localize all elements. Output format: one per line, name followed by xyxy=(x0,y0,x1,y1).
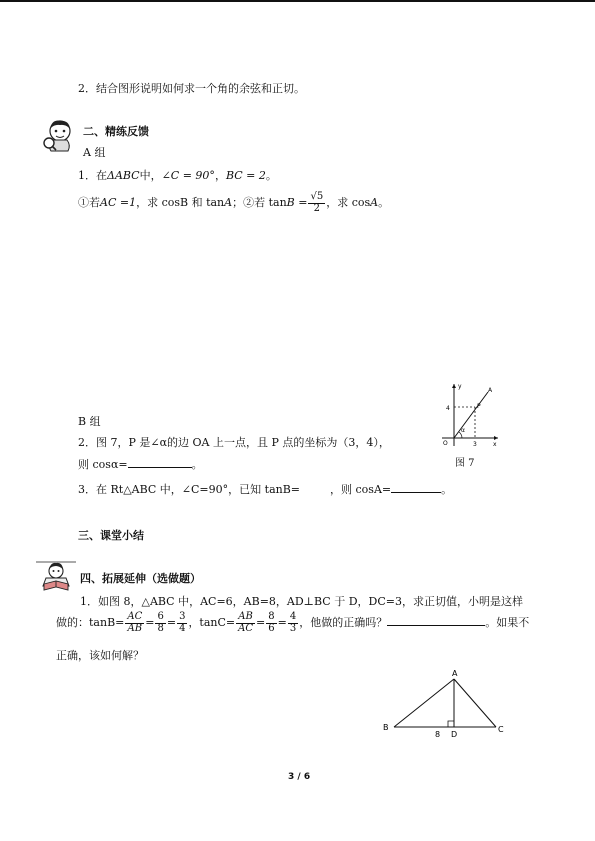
extension-question-line-2: 做的：tanB= $\frac{AC}{AB}$ = $\frac{6}{8}$ = $\frac{3}{4}$ ，tanC= $\frac{AB}{AC}$ = $\frac{8}{6}$ = $\frac{4}{3}$ ，他做的正确吗？ 。如果不 xyxy=(56,611,530,634)
figure-7-diagram xyxy=(432,380,502,450)
group-b-label: B 组 xyxy=(78,415,101,428)
figure-8-triangle xyxy=(378,666,508,742)
question-2-answer-line: 则 cosα= 。 xyxy=(78,458,203,471)
reading-cartoon-icon xyxy=(36,560,76,592)
answer-blank-correct[interactable] xyxy=(387,615,485,626)
extension-question-line-1: 1．如图 8，△ABC 中，AC=6，AB=8，AD⊥BC 于 D，DC=3，求正切值，小明是这样 xyxy=(80,595,523,608)
answer-blank-cos-alpha[interactable] xyxy=(128,457,192,468)
sqrt5-over-2-fraction: $\frac{√5}{2}$ xyxy=(310,191,324,214)
fraction-6-8: $\frac{6}{8}$ xyxy=(157,611,164,634)
fig7-alpha-label: α xyxy=(461,427,465,434)
question-1-subparts: ①若AC =1，求 cosB 和 tanA；②若 tanB = $\frac{√5}{2}$ ，求 cosA。 xyxy=(78,191,390,214)
section-title-practice: 二、精练反馈 xyxy=(83,125,149,138)
fig8-label-8: 8 xyxy=(435,730,441,739)
fig7-p-label: P xyxy=(477,403,481,410)
fig8-label-c: C xyxy=(498,725,504,734)
fig8-label-b: B xyxy=(383,723,389,732)
extension-question-line-3: 正确，该如何解？ xyxy=(56,649,144,662)
fraction-ab-ac: $\frac{AB}{AC}$ xyxy=(238,611,254,634)
fraction-4-3: $\frac{4}{3}$ xyxy=(289,611,297,634)
section-title-summary: 三、课堂小结 xyxy=(78,529,144,542)
fig7-x-label: x xyxy=(493,441,497,448)
question-2-intro: 2．结合图形说明如何求一个角的余弦和正切。 xyxy=(78,82,305,95)
fig7-a-label: A xyxy=(488,387,493,394)
fig7-o-label: O xyxy=(443,440,448,447)
question-2: 2．图 7，P 是∠α的边 OA 上一点，且 P 点的坐标为（3，4）， xyxy=(78,436,390,449)
fig8-label-a: A xyxy=(452,669,458,678)
fig7-3-label: 3 xyxy=(473,441,477,448)
top-rule xyxy=(0,0,595,2)
fraction-8-6: $\frac{8}{6}$ xyxy=(268,611,275,634)
question-1-a: 1．在ΔABC中，∠C = 90°，BC = 2。 xyxy=(78,169,277,182)
group-a-label: A 组 xyxy=(83,146,106,159)
question-3: 3．在 Rt△ABC 中，∠C=90°，已知 tanB= ，则 cosA= 。 xyxy=(78,483,453,496)
fig8-label-d: D xyxy=(451,730,458,739)
page-number: 3 / 6 xyxy=(288,772,311,782)
fraction-3-4: $\frac{3}{4}$ xyxy=(179,611,186,634)
fig7-y-label: y xyxy=(458,383,462,390)
answer-blank-cos-a[interactable] xyxy=(391,482,441,493)
thinking-cartoon-icon xyxy=(42,117,76,153)
section-title-extension: 四、拓展延伸（选做题） xyxy=(80,572,201,585)
figure-7-caption: 图 7 xyxy=(455,458,475,469)
fraction-ac-ab: $\frac{AC}{AB}$ xyxy=(127,611,143,634)
fig7-4-label: 4 xyxy=(446,405,450,412)
